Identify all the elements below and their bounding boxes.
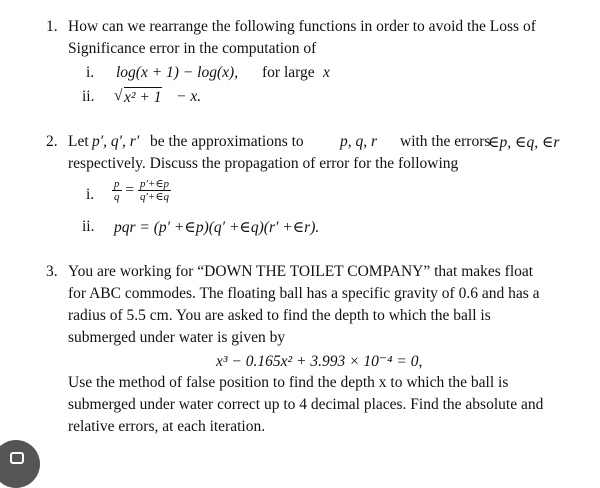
- question-text-line: submerged under water correct up to 4 decimal places. Find the absolute and: [68, 396, 544, 413]
- math-expression: log(x + 1) − log(x),: [116, 64, 239, 81]
- math-equation: x³ − 0.165x² + 3.993 × 10⁻⁴ = 0,: [216, 353, 423, 370]
- equals-sign: =: [125, 181, 135, 199]
- question-text: Let: [68, 133, 89, 150]
- numerator: p: [114, 178, 120, 190]
- sqrt-icon: √: [114, 87, 123, 104]
- math-expression: pqr = (p′ +∈p)(q′ +∈q)(r′ +∈r).: [114, 219, 320, 236]
- question-number: 2.: [46, 133, 58, 150]
- question-text-line: How can we rearrange the following functions in order to avoid the Loss of: [68, 18, 536, 35]
- question-text-line: Significance error in the computation of: [68, 40, 317, 57]
- math-variable: x: [323, 64, 330, 81]
- question-text-line: You are working for “DOWN THE TOILET COMPANY” that makes float: [68, 263, 534, 280]
- item-note: for large: [262, 64, 315, 81]
- question-text-line: for ABC commodes. The floating ball has a specific gravity of 0.6 and has a: [68, 285, 540, 302]
- math-radicand: x² + 1: [124, 89, 162, 106]
- math-variables: p, q, r: [340, 133, 378, 150]
- item-label: ii.: [82, 218, 95, 235]
- numerator: p′+∈p: [140, 178, 169, 190]
- question-text-line: submerged under water is given by: [68, 329, 286, 346]
- question-text-line: relative errors, at each iteration.: [68, 418, 266, 435]
- floating-action-icon[interactable]: [0, 440, 40, 488]
- math-variables: p′, q′, r′: [92, 133, 140, 150]
- fraction-lhs: [112, 178, 122, 203]
- question-text-line: Use the method of false position to find the depth x to which the ball is: [68, 374, 509, 391]
- question-text-line: radius of 5.5 cm. You are asked to find the depth to which the ball is: [68, 307, 491, 324]
- item-label: ii.: [82, 88, 95, 105]
- fraction-rhs: [138, 178, 171, 203]
- question-text: with the errors: [400, 133, 491, 150]
- question-text: be the approximations to: [150, 133, 304, 150]
- denominator: q: [114, 191, 120, 203]
- math-equation: [112, 178, 171, 203]
- denominator: q′+∈q: [140, 191, 169, 203]
- item-label: i.: [86, 186, 95, 203]
- math-errors: ∈p, ∈q, ∈r: [488, 134, 560, 151]
- question-number: 1.: [46, 18, 58, 35]
- question-number: 3.: [46, 263, 58, 280]
- question-text-line: respectively. Discuss the propagation of error for the following: [68, 155, 459, 172]
- item-label: i.: [86, 64, 95, 81]
- math-expression: − x.: [176, 88, 202, 105]
